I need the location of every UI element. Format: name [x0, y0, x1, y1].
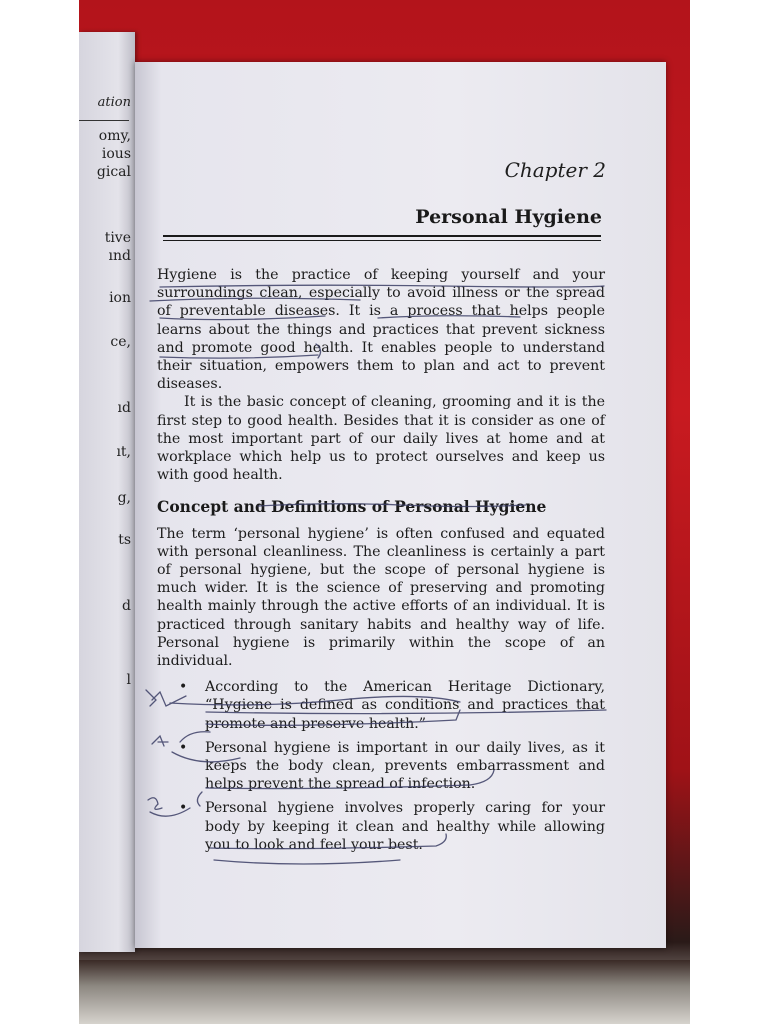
book-page	[135, 62, 666, 948]
floor	[79, 960, 690, 1024]
left-fragment: ts	[118, 532, 131, 548]
photo-background	[79, 0, 690, 1024]
left-fragment: ıd	[117, 400, 131, 416]
list-item: • Personal hygiene is important in our daily lives, as it keeps the body clean, prevents embarrassment and helps prevent the spread of infection.	[205, 739, 605, 794]
left-fragment: ion	[109, 290, 131, 306]
list-item: • According to the American Heritage Dictionary, “Hygiene is defined as conditions and practices that promote and preserve health.”	[205, 678, 605, 733]
bullet-list	[157, 678, 605, 854]
chapter-title: Personal Hygiene	[415, 206, 602, 228]
left-fragment: ce,	[110, 334, 131, 350]
page-body	[157, 266, 605, 860]
left-fragment: g,	[117, 490, 131, 506]
left-fragment: ious	[101, 146, 131, 162]
paragraph: It is the basic concept of cleaning, grooming and it is the first step to good health. Besides that it is consider as one of the most important part of our daily lives at home and at workplace which help us to protect ourselves and keep us with good health.	[157, 394, 605, 484]
paragraph: Hygiene is the practice of keeping yourself and your surroundings clean, especially to avoid illness or the spread of preventable diseases. It is a process that helps people learns about the things and practices that prevent sickness and promote good health. It enables people to understand their situation, empowers them to plan and act to prevent diseases.	[157, 267, 605, 393]
title-rule-thin	[163, 240, 601, 241]
left-fragment: omy,	[98, 128, 131, 144]
left-fragment: tive	[104, 230, 131, 246]
left-page-rule	[79, 120, 129, 121]
left-fragment: ation	[97, 95, 131, 110]
left-page-edge	[79, 32, 135, 952]
title-rule-thick	[163, 235, 601, 237]
chapter-label: Chapter 2	[504, 158, 606, 182]
paragraph: The term ‘personal hygiene’ is often confused and equated with personal cleanliness. The cleanliness is certainly a part of personal hygiene, but the scope of personal hygiene is much wider. It is the science of preserving and promoting health mainly through the active efforts of an individual. It is practiced through sanitary habits and healthy way of life. Personal hygiene is primarily within the scope of an individual.	[157, 525, 605, 670]
left-fragment: gical	[96, 164, 131, 180]
list-item: • Personal hygiene involves properly caring for your body by keeping it clean and healthy while allowing you to look and feel your best.	[205, 799, 605, 854]
left-fragment: l	[126, 672, 131, 688]
left-fragment: ıt,	[116, 444, 131, 460]
section-heading: Concept and Definitions of Personal Hygiene	[157, 497, 547, 517]
left-fragment: ınd	[108, 248, 131, 264]
left-fragment: d	[122, 598, 131, 614]
